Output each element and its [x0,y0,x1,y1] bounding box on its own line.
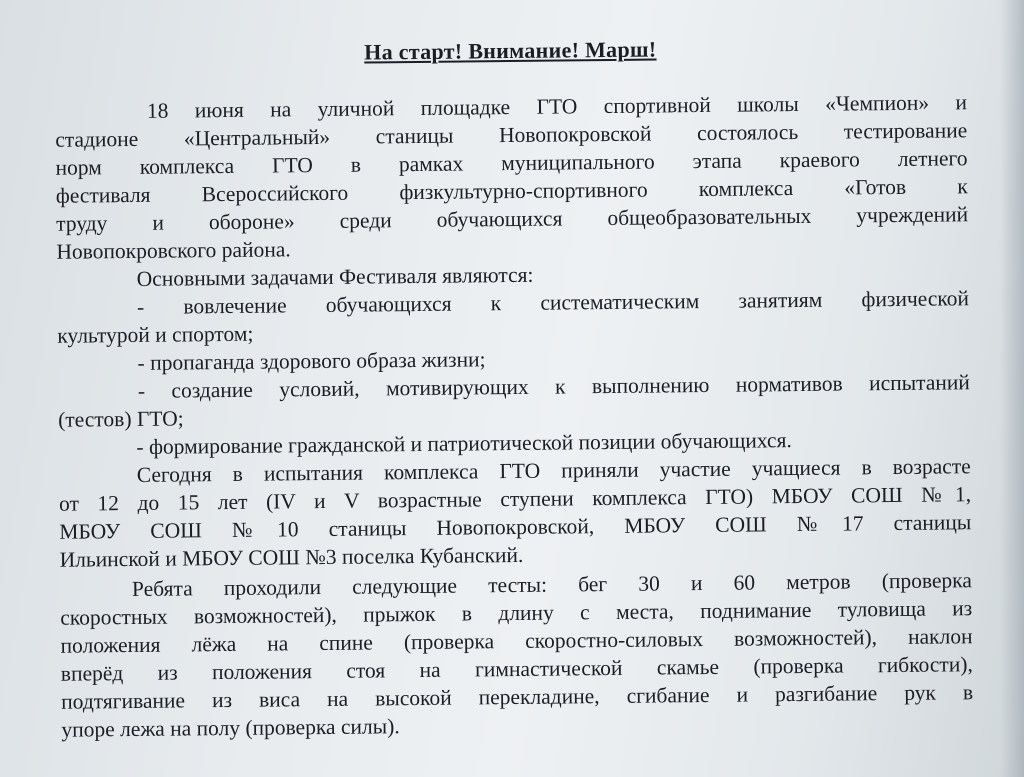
paragraph-line: Сегодня в испытания комплекса ГТО приняли участие учащиеся в возрасте [136,454,971,487]
paragraph-line: вперёд из положения стоя на гимнастической скамье (проверка гибкости), [60,652,973,686]
list-item-continuation: (тестов) ГТО; [58,406,184,432]
paragraph-line: МБОУ СОШ №10 станицы Новопокровской, МБОУ СОШ №17 станицы [59,510,972,544]
list-item: - вовлечение обучающихся к систематическим занятиям физической [136,286,970,319]
paper-sheet [54,25,974,775]
paragraph-line: подтягивание из виса на высокой перекладине, сгибание и разгибание рук в [61,680,974,714]
paragraph-line: от 12 до 15 лет (IV и V возрастные ступени комплекса ГТО) МБОУ СОШ №1, [58,482,972,516]
paragraph-line: норм комплекса ГТО в рамках муниципального этапа краевого летнего [55,146,968,180]
paragraph-line: Ильинской и МБОУ СОШ №3 поселка Кубанский. [59,542,524,572]
paragraph-line: фестиваля Всероссийского физкультурно-спортивного комплекса «Готов к [55,174,968,208]
list-item: - создание условий, мотивирующих к выполнению нормативов испытаний [137,370,970,403]
document-title: На старт! Внимание! Марш! [364,36,657,65]
list-item-continuation: культурой и спортом; [57,321,254,348]
paragraph-line: скоростных возможностей), прыжок в длину с места, поднимание туловища из [60,596,973,630]
paragraph-line: 18 июня на уличной площадке ГТО спортивной школы «Чемпион» и [146,90,968,123]
list-item: - формирование гражданской и патриотической позиции обучающихся. [136,428,792,459]
paragraph-line: стадионе «Центральный» станицы Новопокровской состоялось тестирование [55,118,968,152]
paragraph-line: Новопокровского района. [56,237,291,264]
paragraph-line: Основными задачами Фестиваля являются: [136,262,534,291]
paragraph-line: Ребята проходили следующие тесты: бег 30 и 60 метров (проверка [131,568,973,602]
paragraph-line: положения лёжа на спине (проверка скоростно-силовых возможностей), наклон [60,624,973,658]
paragraph-line: упоре лежа на полу (проверка силы). [61,714,400,742]
list-item: - пропаганда здорового образа жизни; [137,347,486,375]
paragraph-line: труду и обороне» среди обучающихся общеобразовательных учреждений [56,202,969,236]
